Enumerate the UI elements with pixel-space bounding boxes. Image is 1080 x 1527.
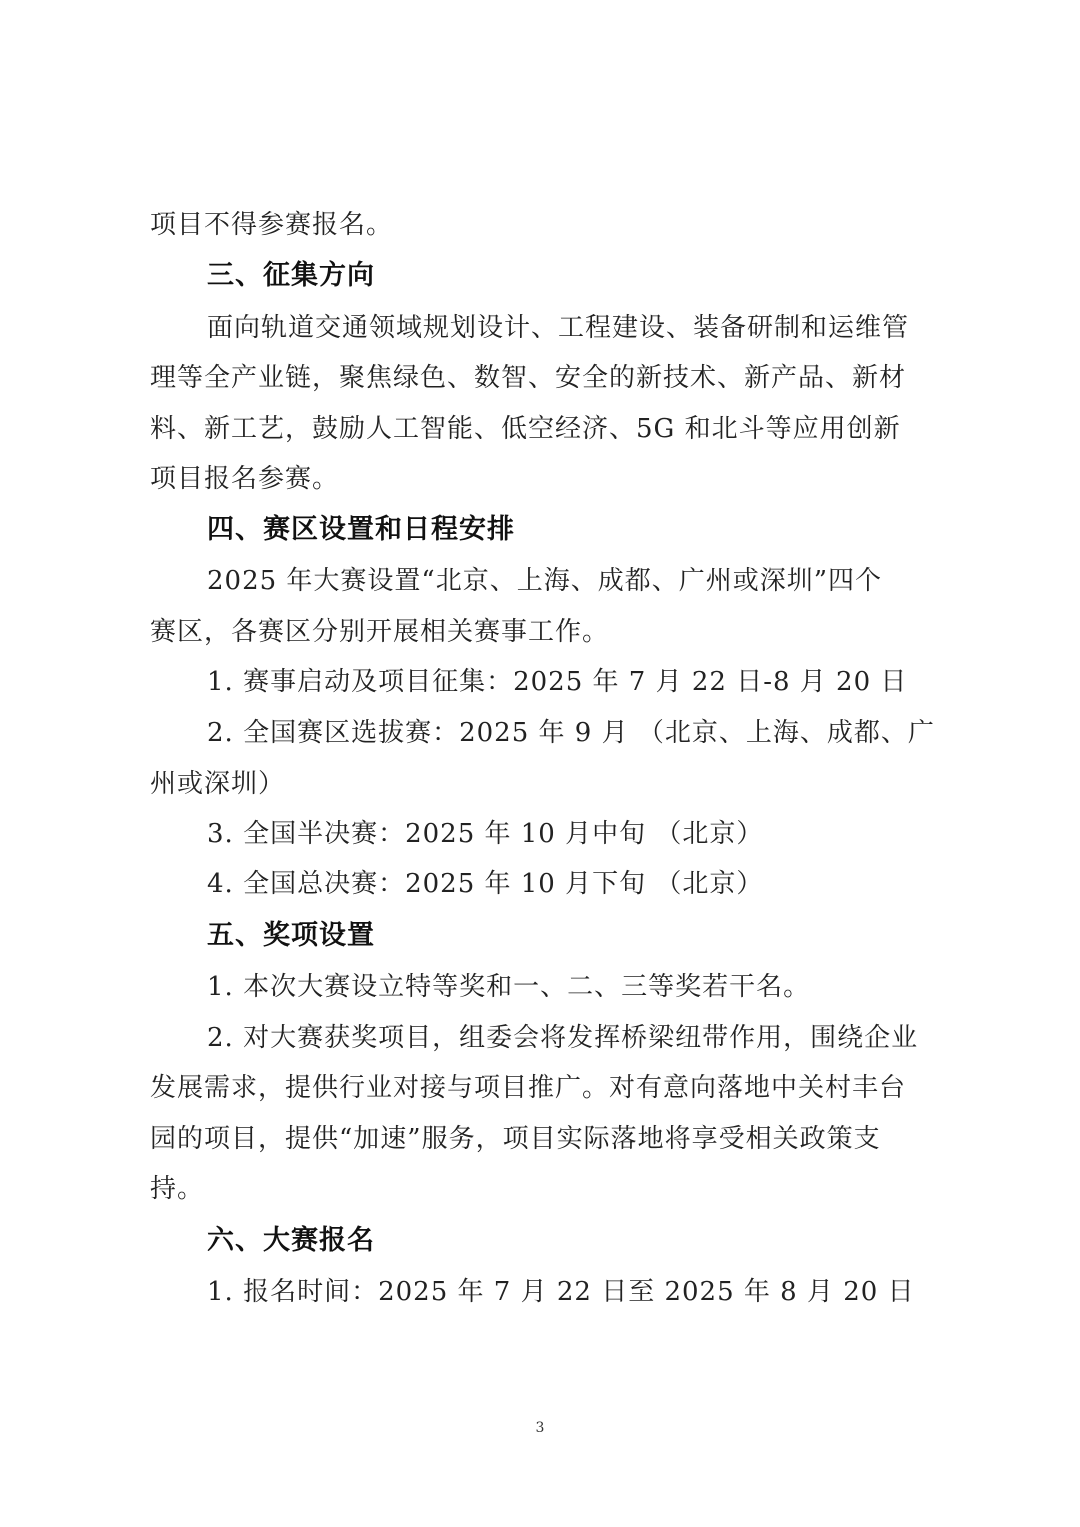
- award-item-2: 2. 对大赛获奖项目，组委会将发挥桥梁纽带作用，围绕企业: [207, 1023, 919, 1053]
- award-item-1: 1. 本次大赛设立特等奖和一、二、三等奖若干名。: [207, 972, 811, 1002]
- body-text-line: 项目不得参赛报名。: [150, 210, 394, 240]
- section-heading-registration: 六、大赛报名: [207, 1225, 375, 1256]
- page-number: 3: [535, 1420, 545, 1436]
- body-text-line: 发展需求，提供行业对接与项目推广。对有意向落地中关村丰台: [150, 1073, 907, 1103]
- body-text-line: 料、新工艺，鼓励人工智能、低空经济、5G 和北斗等应用创新: [150, 414, 901, 444]
- section-heading-awards: 五、奖项设置: [207, 920, 375, 951]
- body-text-line: 园的项目，提供“加速”服务，项目实际落地将享受相关政策支: [150, 1124, 881, 1154]
- body-text-line: 项目报名参赛。: [150, 464, 340, 494]
- schedule-item-4: 4. 全国总决赛：2025 年 10 月下旬 （北京）: [207, 869, 764, 899]
- body-text-line: 2025 年大赛设置“北京、上海、成都、广州或深圳”四个: [207, 566, 883, 596]
- body-text-line: 赛区，各赛区分别开展相关赛事工作。: [150, 617, 610, 647]
- body-text-line: 持。: [150, 1174, 205, 1204]
- registration-item-1: 1. 报名时间：2025 年 7 月 22 日至 2025 年 8 月 20 日: [207, 1277, 915, 1307]
- section-heading-collection-direction: 三、征集方向: [207, 260, 375, 291]
- schedule-item-3: 3. 全国半决赛：2025 年 10 月中旬 （北京）: [207, 819, 764, 849]
- section-heading-division-schedule: 四、赛区设置和日程安排: [207, 514, 515, 545]
- body-text-line: 州或深圳）: [150, 769, 286, 799]
- schedule-item-1: 1. 赛事启动及项目征集：2025 年 7 月 22 日-8 月 20 日: [207, 667, 908, 697]
- body-text-line: 面向轨道交通领域规划设计、工程建设、装备研制和运维管: [207, 313, 910, 343]
- schedule-item-2: 2. 全国赛区选拔赛：2025 年 9 月 （北京、上海、成都、广: [207, 718, 935, 748]
- body-text-line: 理等全产业链，聚焦绿色、数智、安全的新技术、新产品、新材: [150, 363, 907, 393]
